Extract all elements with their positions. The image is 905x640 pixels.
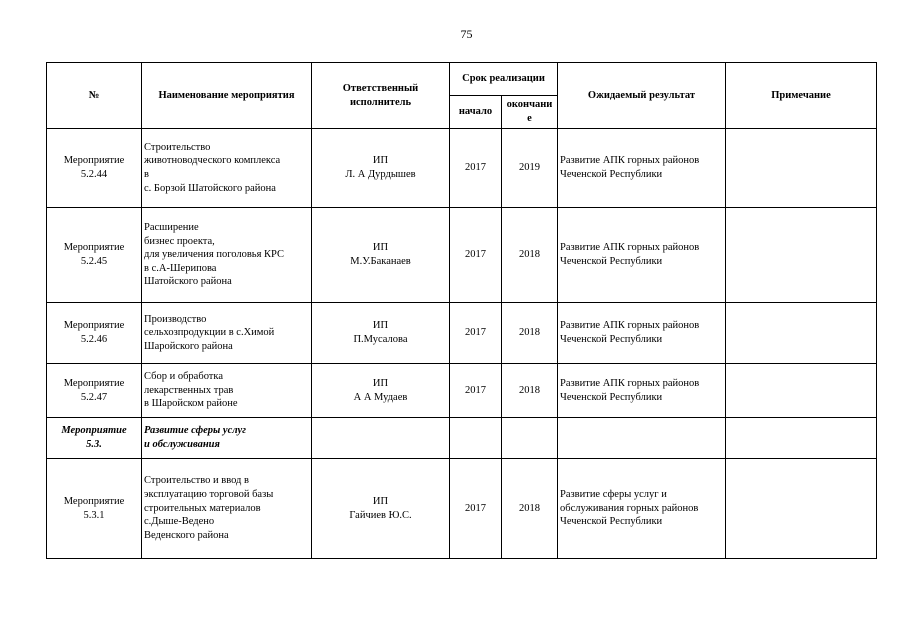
page-number: 75: [460, 27, 473, 41]
activity-result: Развитие АПК горных районов Чеченской Республики: [558, 364, 726, 418]
section-note: [726, 418, 877, 459]
activity-note: [726, 129, 877, 208]
header-note: Примечание: [726, 63, 877, 129]
activity-number: Мероприятие 5.2.46: [47, 303, 142, 364]
activities-table: [46, 62, 877, 559]
activity-executor: ИП М.У.Баканаев: [312, 208, 450, 303]
table-row: [47, 129, 877, 208]
activity-number: Мероприятие 5.2.47: [47, 364, 142, 418]
header-expected-result: Ожидаемый результат: [558, 63, 726, 129]
activity-executor: ИП А А Мудаев: [312, 364, 450, 418]
activity-number: Мероприятие 5.2.45: [47, 208, 142, 303]
activity-name: Строительство и ввод в эксплуатацию торговой базы строительных материалов с.Дыше-Ведено Веденского района: [142, 459, 312, 559]
activity-end: 2018: [502, 364, 558, 418]
activity-result: Развитие сферы услуг и обслуживания горных районов Чеченской Республики: [558, 459, 726, 559]
section-result: [558, 418, 726, 459]
header-start: начало: [450, 96, 502, 129]
table-row: [47, 208, 877, 303]
activity-start: 2017: [450, 459, 502, 559]
activity-start: 2017: [450, 303, 502, 364]
activity-executor: ИП Гайчиев Ю.С.: [312, 459, 450, 559]
activity-end: 2018: [502, 303, 558, 364]
activity-result: Развитие АПК горных районов Чеченской Республики: [558, 208, 726, 303]
activity-note: [726, 364, 877, 418]
header-row-1: [47, 63, 877, 96]
activity-result: Развитие АПК горных районов Чеченской Республики: [558, 303, 726, 364]
activity-end: 2019: [502, 129, 558, 208]
activity-number: Мероприятие 5.2.44: [47, 129, 142, 208]
activity-name: Производство сельхозпродукции в с.Химой Шаройского района: [142, 303, 312, 364]
header-activity-name: Наименование мероприятия: [142, 63, 312, 129]
table-row: [47, 459, 877, 559]
activity-name: Сбор и обработка лекарственных трав в Шаройском районе: [142, 364, 312, 418]
section-end: [502, 418, 558, 459]
activity-end: 2018: [502, 459, 558, 559]
section-row: [47, 418, 877, 459]
section-executor: [312, 418, 450, 459]
activity-note: [726, 459, 877, 559]
activity-end: 2018: [502, 208, 558, 303]
section-name: Развитие сферы услуг и обслуживания: [142, 418, 312, 459]
header-period: Срок реализации: [450, 63, 558, 96]
activity-name: Строительство животноводческого комплекса в с. Борзой Шатойского района: [142, 129, 312, 208]
section-start: [450, 418, 502, 459]
activity-start: 2017: [450, 364, 502, 418]
activity-number: Мероприятие 5.3.1: [47, 459, 142, 559]
table-row: [47, 364, 877, 418]
table-row: [47, 303, 877, 364]
header-number: №: [47, 63, 142, 129]
activity-note: [726, 208, 877, 303]
section-number: Мероприятие 5.3.: [47, 418, 142, 459]
header-end: окончани е: [502, 96, 558, 129]
activity-executor: ИП П.Мусалова: [312, 303, 450, 364]
activity-result: Развитие АПК горных районов Чеченской Республики: [558, 129, 726, 208]
activity-note: [726, 303, 877, 364]
activity-executor: ИП Л. А Дурдышев: [312, 129, 450, 208]
activity-start: 2017: [450, 208, 502, 303]
header-executor: Ответственный исполнитель: [312, 63, 450, 129]
activity-start: 2017: [450, 129, 502, 208]
activity-name: Расширение бизнес проекта, для увеличения поголовья КРС в с.А-Шерипова Шатойского района: [142, 208, 312, 303]
